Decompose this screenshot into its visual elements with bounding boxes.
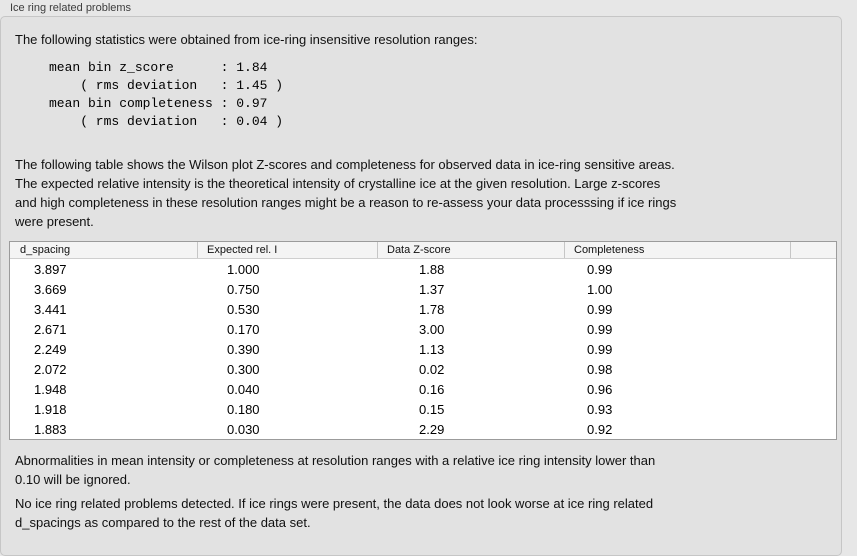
cell-expected-rel-i: 0.180 bbox=[227, 401, 260, 417]
cell-data-z-score: 2.29 bbox=[419, 421, 445, 437]
cell-data-z-score: 1.78 bbox=[419, 301, 445, 317]
ice-ring-table bbox=[9, 241, 837, 440]
cell-expected-rel-i: 0.750 bbox=[227, 281, 260, 297]
cell-d-spacing: 3.441 bbox=[34, 301, 67, 317]
cell-completeness: 0.99 bbox=[587, 261, 613, 277]
table-row[interactable] bbox=[10, 259, 836, 279]
ice-ring-panel bbox=[0, 16, 842, 556]
cell-expected-rel-i: 0.390 bbox=[227, 341, 260, 357]
table-row[interactable] bbox=[10, 379, 836, 399]
cell-completeness: 0.96 bbox=[587, 381, 613, 397]
cell-data-z-score: 1.13 bbox=[419, 341, 445, 357]
cell-expected-rel-i: 0.530 bbox=[227, 301, 260, 317]
cell-d-spacing: 2.249 bbox=[34, 341, 67, 357]
stats-block: mean bin z_score : 1.84 ( rms deviation : 1.45 ) mean bin completeness : 0.97 ( rms deviation : 0.04 ) bbox=[49, 60, 284, 129]
table-row[interactable] bbox=[10, 299, 836, 319]
column-header-expected-rel-i: Expected rel. I bbox=[198, 242, 378, 258]
cell-expected-rel-i: 0.170 bbox=[227, 321, 260, 337]
column-header-empty bbox=[791, 242, 836, 258]
column-header-data-z-score: Data Z-score bbox=[378, 242, 565, 258]
table-row[interactable] bbox=[10, 279, 836, 299]
cell-expected-rel-i: 0.300 bbox=[227, 361, 260, 377]
cell-d-spacing: 1.883 bbox=[34, 421, 67, 437]
cell-d-spacing: 2.671 bbox=[34, 321, 67, 337]
cell-expected-rel-i: 0.030 bbox=[227, 421, 260, 437]
cell-data-z-score: 0.02 bbox=[419, 361, 445, 377]
cell-expected-rel-i: 1.000 bbox=[227, 261, 260, 277]
cell-d-spacing: 3.669 bbox=[34, 281, 67, 297]
cell-data-z-score: 1.88 bbox=[419, 261, 445, 277]
cell-completeness: 1.00 bbox=[587, 281, 613, 297]
cell-d-spacing: 1.918 bbox=[34, 401, 67, 417]
cell-data-z-score: 3.00 bbox=[419, 321, 445, 337]
cell-data-z-score: 1.37 bbox=[419, 281, 445, 297]
column-header-completeness: Completeness bbox=[565, 242, 791, 258]
cell-d-spacing: 2.072 bbox=[34, 361, 67, 377]
table-header bbox=[10, 242, 836, 259]
table-row[interactable] bbox=[10, 359, 836, 379]
cell-completeness: 0.93 bbox=[587, 401, 613, 417]
cell-completeness: 0.99 bbox=[587, 341, 613, 357]
cell-completeness: 0.99 bbox=[587, 321, 613, 337]
intro-text: The following statistics were obtained from ice-ring insensitive resolution ranges: bbox=[15, 32, 478, 47]
cell-data-z-score: 0.16 bbox=[419, 381, 445, 397]
table-row[interactable] bbox=[10, 399, 836, 419]
table-row[interactable] bbox=[10, 319, 836, 339]
cell-completeness: 0.99 bbox=[587, 301, 613, 317]
panel-title: Ice ring related problems bbox=[10, 2, 132, 14]
table-row[interactable] bbox=[10, 419, 836, 439]
table-row[interactable] bbox=[10, 339, 836, 359]
cell-d-spacing: 3.897 bbox=[34, 261, 67, 277]
table-description: The following table shows the Wilson plot Z-scores and completeness for observed data in ice-ring sensitive areas. The expected relative intensity is the theoretical intensity of crystalline ice at the given resolution. Large z-scores and high completeness in these resolution ranges might be a reason to re-assess your data processsing if ice rings were present. bbox=[15, 157, 677, 229]
column-header-d-spacing: d_spacing bbox=[10, 242, 198, 258]
cell-completeness: 0.92 bbox=[587, 421, 613, 437]
cell-data-z-score: 0.15 bbox=[419, 401, 445, 417]
ignore-note: Abnormalities in mean intensity or completeness at resolution ranges with a relative ice ring intensity lower than 0.10 will be ignored. bbox=[15, 453, 656, 487]
conclusion-text: No ice ring related problems detected. If ice rings were present, the data does not look worse at ice ring related d_spacings as compared to the rest of the data set. bbox=[15, 496, 654, 530]
cell-expected-rel-i: 0.040 bbox=[227, 381, 260, 397]
cell-completeness: 0.98 bbox=[587, 361, 613, 377]
cell-d-spacing: 1.948 bbox=[34, 381, 67, 397]
